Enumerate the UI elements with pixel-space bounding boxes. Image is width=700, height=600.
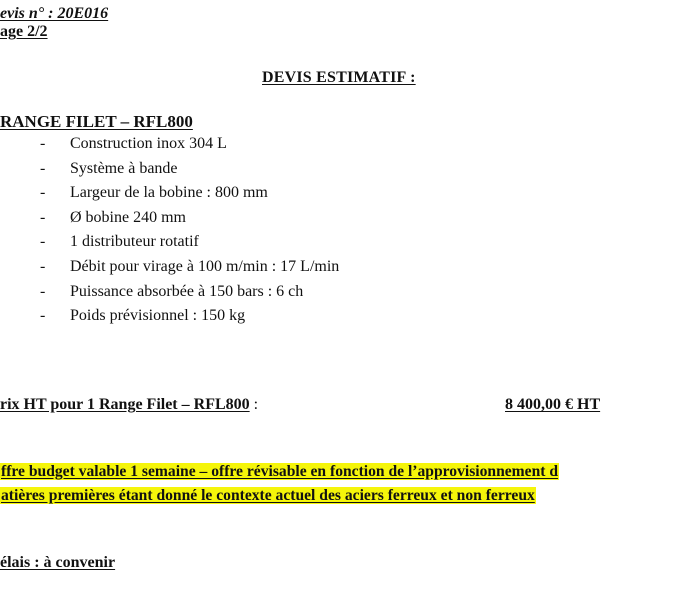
spec-text: Système à bande (70, 159, 178, 177)
spec-text: 1 distributeur rotatif (70, 233, 199, 251)
spec-item (40, 232, 339, 257)
price-label: rix HT pour 1 Range Filet – RFL800 (0, 396, 250, 413)
page-number: age 2/2 (0, 23, 48, 40)
spec-text: Construction inox 304 L (70, 135, 227, 152)
bullet-dash: - (40, 233, 46, 251)
delivery-delay: élais : à convenir (0, 554, 116, 571)
spec-item (40, 282, 339, 307)
quote-number: evis n° : 20E016 (0, 5, 109, 22)
bullet-dash: - (40, 257, 46, 275)
spec-text: Poids prévisionnel : 150 kg (70, 307, 246, 325)
bullet-dash: - (40, 307, 46, 325)
document-title: DEVIS ESTIMATIF : (262, 69, 416, 86)
offer-note-line-1 (0, 462, 559, 482)
spec-item (40, 159, 339, 184)
bullet-dash: - (40, 282, 46, 300)
offer-line-2: atières premières étant donné le contexte actuel des aciers ferreux et non ferreux (1, 487, 535, 504)
spec-item (40, 257, 339, 282)
spec-item (40, 134, 339, 159)
spec-item (40, 208, 339, 233)
offer-note-line-2 (0, 486, 536, 506)
spec-text: Puissance absorbée à 150 bars : 6 ch (70, 282, 304, 300)
spec-list (40, 134, 339, 331)
offer-line-1: ffre budget valable 1 semaine – offre révisable en fonction de l’approvisionnement d (1, 463, 559, 480)
spec-text: Débit pour virage à 100 m/min : 17 L/min (70, 257, 340, 275)
price-value: 8 400,00 € HT (505, 396, 601, 413)
bullet-dash: - (40, 208, 46, 226)
spec-text: Largeur de la bobine : 800 mm (70, 184, 268, 202)
price-colon: : (249, 396, 259, 413)
bullet-dash: - (40, 159, 46, 177)
price-row (0, 395, 258, 415)
bullet-dash: - (40, 135, 46, 152)
bullet-dash: - (40, 184, 46, 202)
product-heading: RANGE FILET – RFL800 (0, 112, 193, 131)
spec-item (40, 183, 339, 208)
spec-text: Ø bobine 240 mm (70, 208, 186, 226)
spec-item (40, 306, 339, 331)
